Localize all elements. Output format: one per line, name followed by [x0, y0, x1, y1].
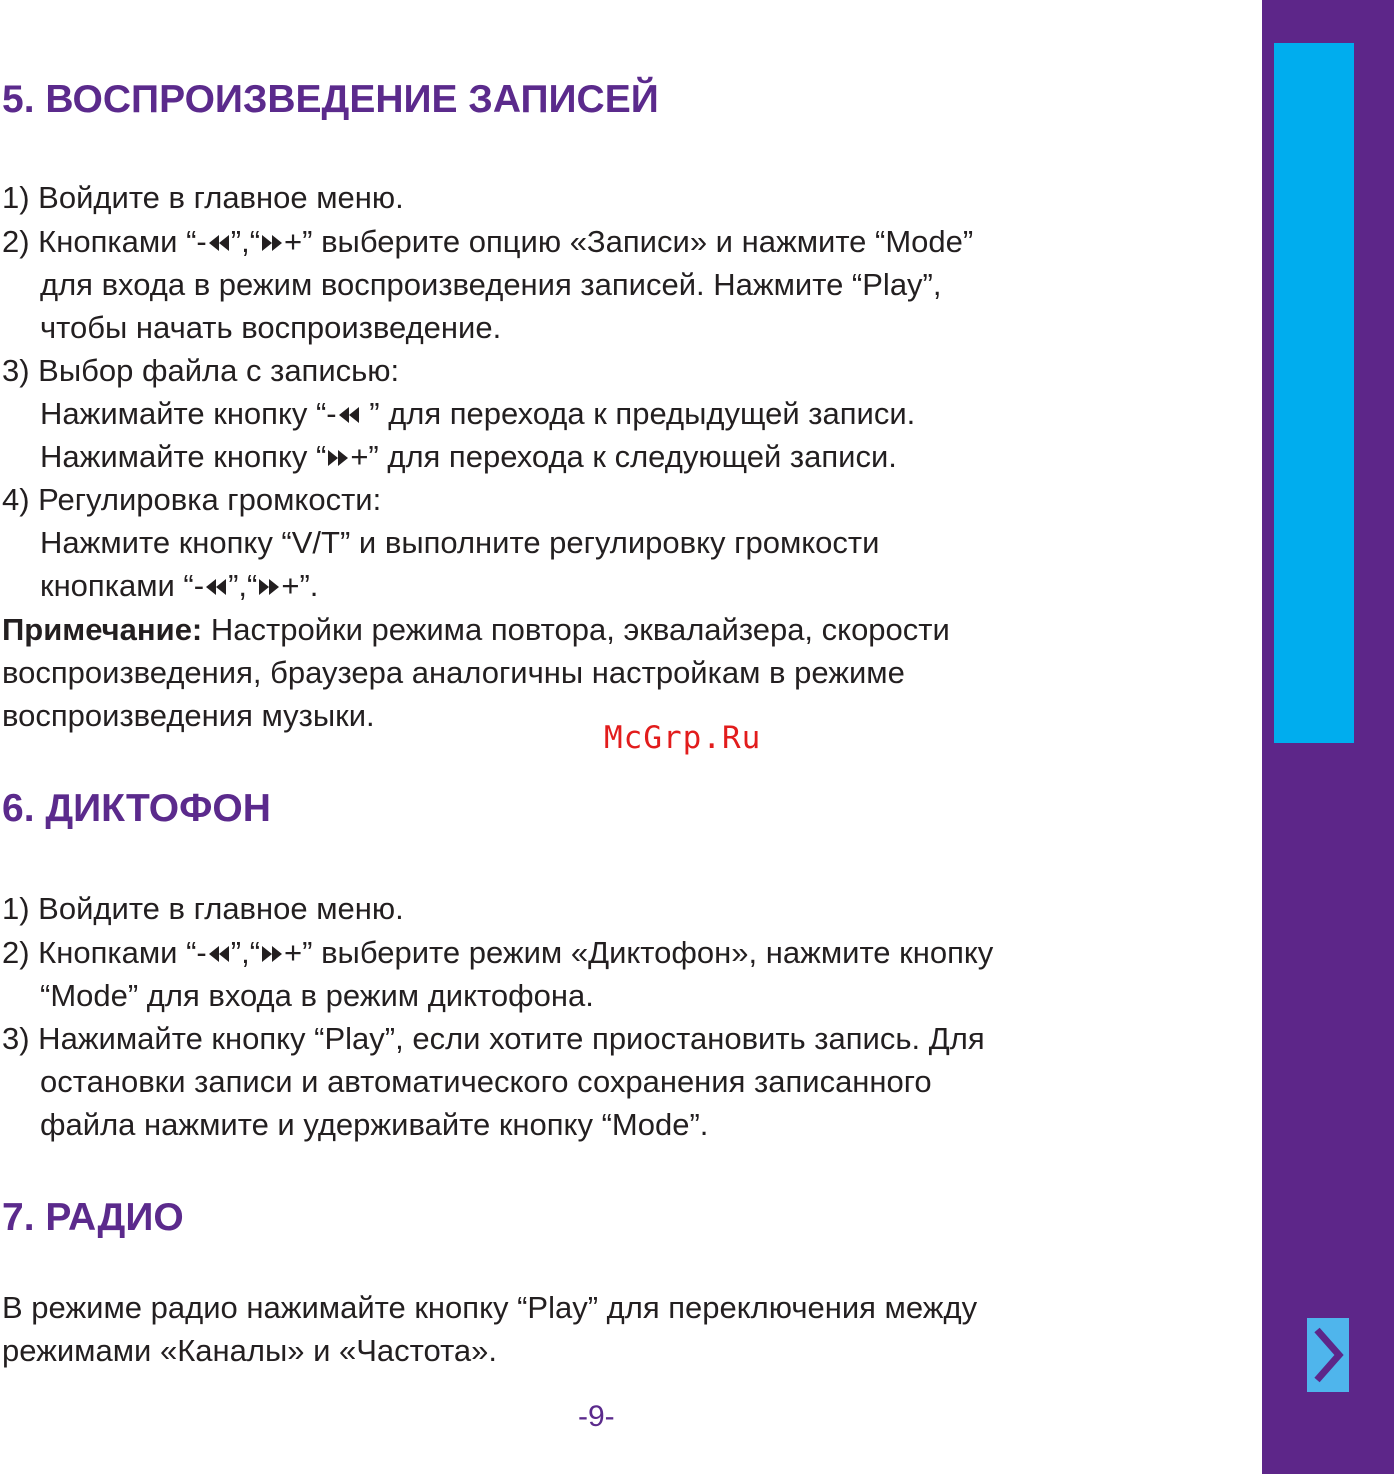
rewind-icon — [207, 944, 231, 964]
watermark: McGrp.Ru — [604, 720, 762, 756]
section-5-step-2-cont: чтобы начать воспроизведение. — [40, 310, 502, 345]
section-5-step-4: 4) Регулировка громкости: — [2, 482, 382, 517]
section-tab — [1274, 43, 1354, 743]
text-part: 2) Кнопками “- — [2, 224, 207, 259]
rewind-icon — [204, 577, 228, 597]
section-5-step-3: 3) Выбор файла с записью: — [2, 353, 400, 388]
fast-forward-icon — [326, 448, 350, 468]
section-6-title: 6. ДИКТОФОН — [2, 787, 271, 830]
rewind-icon — [207, 233, 231, 253]
section-5-step-2-cont: для входа в режим воспроизведения записей. Нажмите “Play”, — [40, 267, 942, 302]
text-part: +” выберите опцию «Записи» и нажмите “Mode” — [284, 224, 974, 259]
section-5-note-cont: воспроизведения музыки. — [2, 698, 375, 733]
section-6-step-3-cont: остановки записи и автоматического сохранения записанного — [40, 1064, 932, 1099]
section-5-step-3-next — [40, 439, 897, 475]
page-number: -9- — [578, 1400, 615, 1433]
fast-forward-icon — [257, 577, 281, 597]
fast-forward-icon — [260, 233, 284, 253]
section-7-text: режимами «Каналы» и «Частота». — [2, 1333, 498, 1368]
section-6-step-2-cont: “Mode” для входа в режим диктофона. — [40, 978, 594, 1013]
chevron-right-icon — [1307, 1318, 1349, 1392]
text-part: кнопками “- — [40, 568, 205, 603]
section-5-title: 5. ВОСПРОИЗВЕДЕНИЕ ЗАПИСЕЙ — [2, 78, 659, 121]
text-part: +”. — [281, 568, 319, 603]
section-7-text: В режиме радио нажимайте кнопку “Play” для переключения между — [2, 1290, 978, 1325]
text-part: ” для перехода к предыдущей записи. — [360, 396, 916, 431]
text-part: ”,“ — [228, 568, 258, 603]
text-part: Нажимайте кнопку “ — [40, 439, 327, 474]
text-part: ”,“ — [230, 935, 261, 970]
section-5-note-cont: воспроизведения, браузера аналогичны настройкам в режиме — [2, 655, 905, 690]
section-7-title: 7. РАДИО — [2, 1196, 184, 1239]
rewind-icon — [337, 405, 361, 425]
text-part: 2) Кнопками “- — [2, 935, 207, 970]
section-5-step-4-cont: Нажмите кнопку “V/T” и выполните регулировку громкости — [40, 525, 880, 560]
section-6-step-3-cont: файла нажмите и удерживайте кнопку “Mode”. — [40, 1107, 709, 1142]
text-part: +” для перехода к следующей записи. — [350, 439, 897, 474]
section-5-step-2 — [2, 224, 973, 260]
section-5-note — [2, 612, 950, 648]
note-label: Примечание: — [2, 612, 203, 647]
fast-forward-icon — [260, 944, 284, 964]
section-5-step-1: 1) Войдите в главное меню. — [2, 180, 404, 215]
section-6-step-3: 3) Нажимайте кнопку “Play”, если хотите приостановить запись. Для — [2, 1021, 985, 1056]
next-page-button[interactable] — [1307, 1318, 1349, 1392]
section-6-step-2 — [2, 935, 993, 971]
text-part: ”,“ — [230, 224, 261, 259]
note-text: Настройки режима повтора, эквалайзера, скорости — [202, 612, 950, 647]
section-5-step-4-cont — [40, 568, 318, 604]
text-part: Нажимайте кнопку “- — [40, 396, 337, 431]
section-6-step-1: 1) Войдите в главное меню. — [2, 891, 404, 926]
text-part: +” выберите режим «Диктофон», нажмите кнопку — [284, 935, 994, 970]
section-5-step-3-prev — [40, 396, 915, 432]
